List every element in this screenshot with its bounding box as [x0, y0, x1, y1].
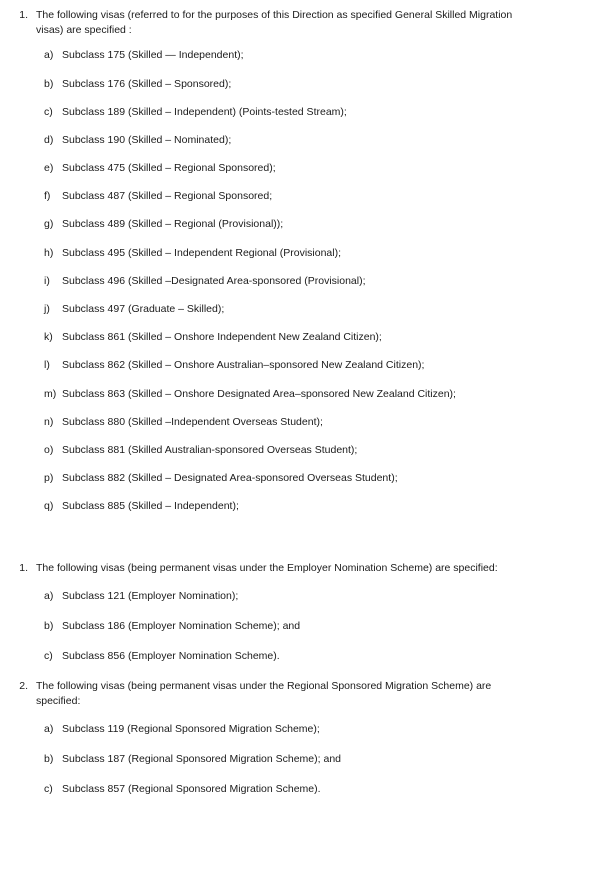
list-item [44, 189, 604, 203]
section-number: 1. [19, 9, 28, 21]
list-item [44, 589, 604, 603]
section-list [10, 589, 604, 664]
list-item-text: Subclass 475 (Skilled – Regional Sponsored); [62, 162, 276, 175]
list-item-text: Subclass 175 (Skilled — Independent); [62, 49, 244, 62]
section-number: 2. [19, 680, 28, 693]
list-item [44, 471, 604, 485]
list-item-text: Subclass 881 (Skilled Australian-sponsored Overseas Student); [62, 443, 358, 456]
list-item-text: Subclass 176 (Skilled – Sponsored); [62, 77, 232, 90]
list-item-text: Subclass 121 (Employer Nomination); [62, 589, 239, 602]
list-item-text: Subclass 882 (Skilled – Designated Area-sponsored Overseas Student); [62, 472, 398, 485]
list-item-text: Subclass 862 (Skilled – Onshore Australian–sponsored New Zealand Citizen); [62, 359, 425, 372]
list-item-label: a) [44, 49, 54, 62]
list-item-text: Subclass 190 (Skilled – Nominated); [62, 133, 232, 146]
list-item [44, 133, 604, 147]
list-item-text: Subclass 189 (Skilled – Independent) (Points-tested Stream); [62, 105, 347, 118]
list-item-label: d) [44, 133, 54, 146]
section-heading [10, 679, 604, 709]
document-section-3 [10, 679, 604, 796]
section-paragraph: The following visas (being permanent visas under the Regional Sponsored Migration Scheme) are specified: [36, 680, 492, 708]
list-item [44, 217, 604, 231]
list-item-label: p) [44, 472, 54, 485]
list-item-label: o) [44, 443, 54, 456]
list-item [44, 649, 604, 663]
list-item [44, 499, 604, 513]
list-item [44, 782, 604, 796]
list-item [44, 415, 604, 429]
list-item-text: Subclass 495 (Skilled – Independent Regional (Provisional); [62, 246, 341, 259]
list-item [44, 619, 604, 633]
section-list [10, 722, 604, 797]
list-item-text: Subclass 186 (Employer Nomination Scheme); and [62, 619, 301, 632]
list-item [44, 105, 604, 119]
list-item-text: Subclass 497 (Graduate – Skilled); [62, 302, 225, 315]
list-item-label: b) [44, 77, 54, 90]
section-spacer [10, 527, 604, 561]
list-item-text: Subclass 119 (Regional Sponsored Migration Scheme); [62, 722, 320, 735]
document-section-2 [10, 561, 604, 663]
list-item-label: j) [44, 302, 50, 315]
document-section-1 [10, 8, 604, 513]
list-item-label: i) [44, 274, 50, 287]
list-item-text: Subclass 856 (Employer Nomination Scheme). [62, 649, 280, 662]
list-item-text: Subclass 857 (Regional Sponsored Migration Scheme). [62, 782, 321, 795]
list-item-text: Subclass 885 (Skilled – Independent); [62, 500, 239, 513]
list-item-label: b) [44, 752, 54, 765]
list-item [44, 330, 604, 344]
list-item [44, 246, 604, 260]
list-item-text: Subclass 880 (Skilled –Independent Overseas Student); [62, 415, 323, 428]
list-item-label: a) [44, 722, 54, 735]
list-item-text: Subclass 487 (Skilled – Regional Sponsored; [62, 190, 273, 203]
list-item-label: m) [44, 387, 57, 400]
list-item-label: h) [44, 246, 54, 259]
section-heading [10, 8, 604, 38]
list-item-label: b) [44, 619, 54, 632]
list-item-label: g) [44, 218, 54, 231]
list-item-label: f) [44, 190, 51, 203]
list-item-label: k) [44, 331, 53, 344]
list-item-label: c) [44, 649, 53, 662]
list-item [44, 443, 604, 457]
list-item-label: a) [44, 589, 54, 602]
list-item-label: l) [44, 359, 50, 372]
section-paragraph: The following visas (referred to for the purposes of this Direction as specified General Skilled Migration visas) are specified : [36, 9, 513, 37]
list-item-label: e) [44, 162, 54, 175]
list-item [44, 358, 604, 372]
list-item [44, 302, 604, 316]
list-item [44, 161, 604, 175]
list-item-label: n) [44, 415, 54, 428]
list-item-text: Subclass 489 (Skilled – Regional (Provisional)); [62, 218, 284, 231]
list-item-text: Subclass 861 (Skilled – Onshore Independent New Zealand Citizen); [62, 331, 382, 344]
list-item-text: Subclass 187 (Regional Sponsored Migration Scheme); and [62, 752, 341, 765]
section-number: 1. [19, 562, 28, 575]
list-item [44, 77, 604, 91]
list-item-label: c) [44, 105, 53, 118]
list-item-label: c) [44, 782, 53, 795]
list-item-label: q) [44, 500, 54, 513]
section-paragraph: The following visas (being permanent visas under the Employer Nomination Scheme) are specified: [36, 562, 498, 575]
list-item [44, 274, 604, 288]
list-item [44, 387, 604, 401]
section-list [10, 48, 604, 513]
list-item-text: Subclass 496 (Skilled –Designated Area-sponsored (Provisional); [62, 274, 366, 287]
list-item [44, 48, 604, 62]
list-item [44, 752, 604, 766]
list-item [44, 722, 604, 736]
list-item-text: Subclass 863 (Skilled – Onshore Designated Area–sponsored New Zealand Citizen); [62, 387, 456, 400]
section-heading [10, 561, 604, 576]
